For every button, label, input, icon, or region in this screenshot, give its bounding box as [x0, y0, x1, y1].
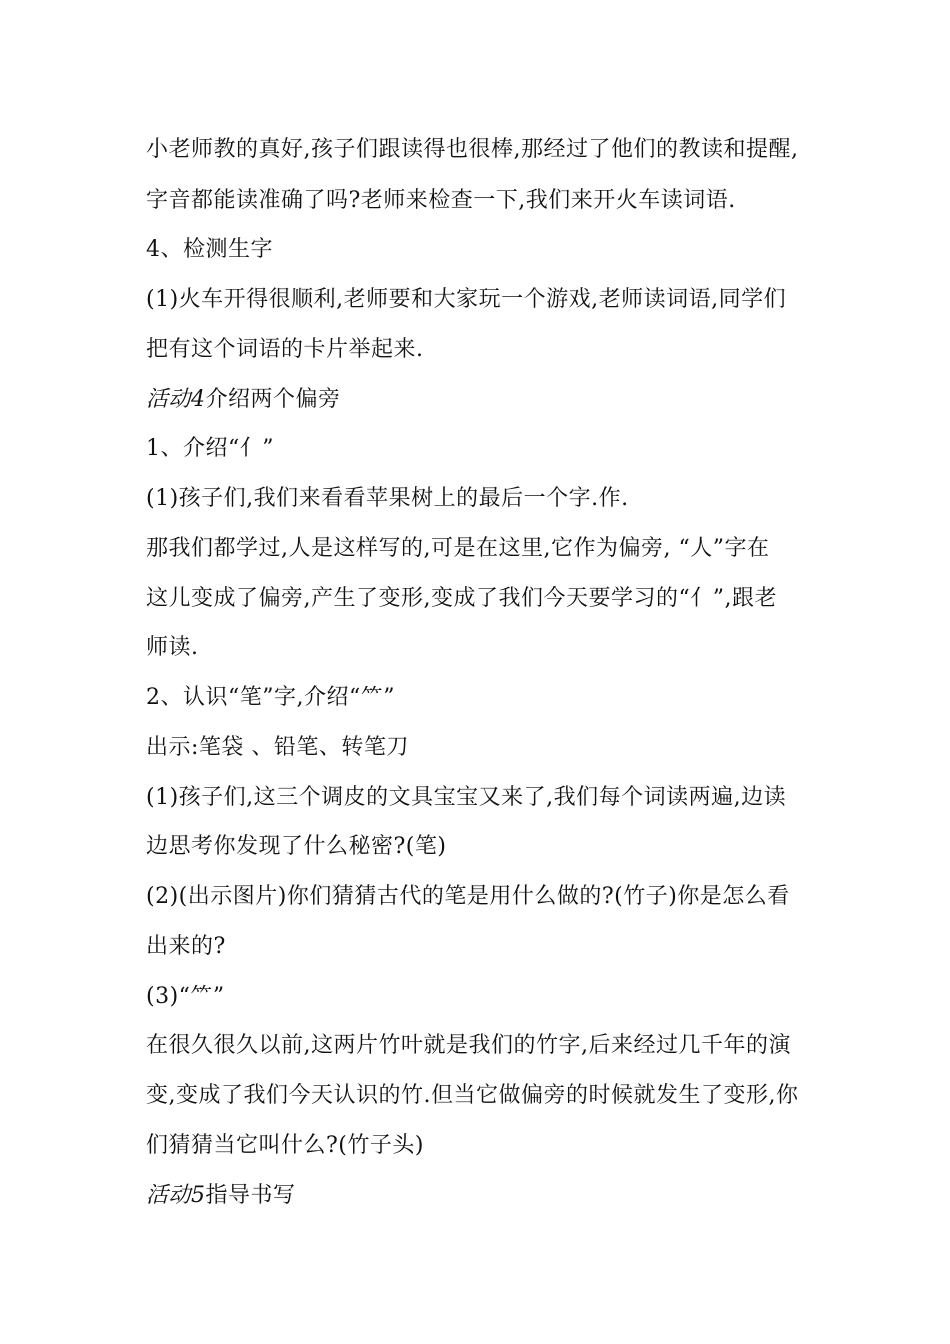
- activity-5-prefix: 活动: [146, 1183, 192, 1208]
- step-heading: 2、认识“笔”字,介绍“⺮”: [146, 685, 395, 710]
- activity-4-title: 介绍两个偏旁: [205, 387, 341, 412]
- paragraph-line: 这儿变成了偏旁,产生了变形,变成了我们今天要学习的“亻”,跟老: [146, 586, 777, 611]
- activity-5-number: 5: [191, 1183, 206, 1208]
- paragraph-line: 变,变成了我们今天认识的竹.但当它做偏旁的时候就发生了变形,你: [146, 1083, 799, 1108]
- activity-5-heading: [146, 1181, 296, 1211]
- paragraph-line: 师读.: [146, 635, 199, 660]
- paragraph-line: (1)孩子们,这三个调皮的文具宝宝又来了,我们每个词读两遍,边读: [146, 785, 787, 810]
- paragraph-line: (2)(出示图片)你们猜猜古代的笔是用什么做的?(竹子)你是怎么看: [146, 884, 790, 909]
- paragraph-line: 字音都能读准确了吗?老师来检查一下,我们来开火车读词语.: [146, 188, 736, 213]
- paragraph-line: 边思考你发现了什么秘密?(笔): [146, 834, 447, 859]
- paragraph-line: 那我们都学过,人是这样写的,可是在这里,它作为偏旁, “人”字在: [146, 536, 770, 561]
- paragraph-line: 小老师教的真好,孩子们跟读得也很棒,那经过了他们的教读和提醒,: [146, 137, 799, 162]
- paragraph-line: (1)孩子们,我们来看看苹果树上的最后一个字.作.: [146, 486, 629, 511]
- activity-4-number: 4: [191, 387, 206, 412]
- paragraph-line: (1)火车开得很顺利,老师要和大家玩一个游戏,老师读词语,同学们: [146, 287, 787, 312]
- activity-5-title: 指导书写: [205, 1183, 296, 1208]
- paragraph-line: 在很久很久以前,这两片竹叶就是我们的竹字,后来经过几千年的演: [146, 1033, 791, 1058]
- activity-4-prefix: 活动: [146, 387, 192, 412]
- step-heading: 4、检测生字: [146, 237, 273, 262]
- step-heading: 1、介绍“亻”: [146, 436, 274, 461]
- paragraph-line: 们猜猜当它叫什么?(竹子头): [146, 1133, 424, 1158]
- paragraph-line: 把有这个词语的卡片举起来.: [146, 337, 424, 362]
- paragraph-line: (3)“⺮”: [146, 984, 225, 1009]
- paragraph-line: 出示:笔袋 、铅笔、转笔刀: [146, 735, 409, 760]
- activity-4-heading: [146, 385, 341, 415]
- paragraph-line: 出来的?: [146, 934, 226, 959]
